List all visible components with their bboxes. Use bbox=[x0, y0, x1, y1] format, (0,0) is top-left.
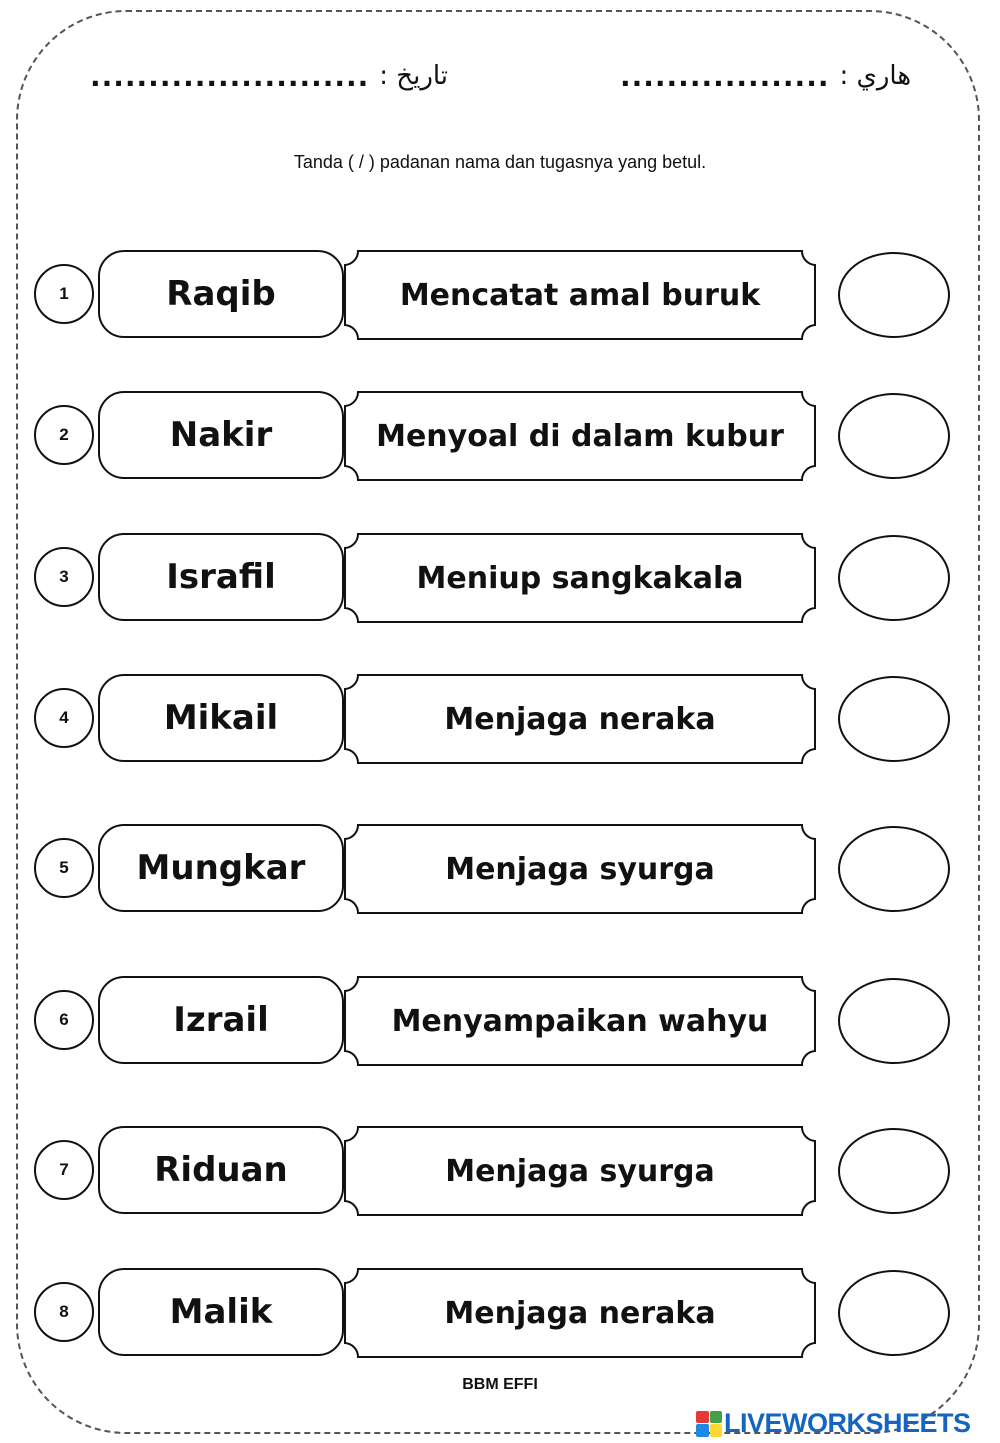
angel-name-box: Nakir bbox=[98, 391, 344, 479]
angel-name-box: Riduan bbox=[98, 1126, 344, 1214]
task-box bbox=[344, 1268, 816, 1358]
footer-credit: BBM EFFI bbox=[462, 1376, 538, 1393]
row-number-badge: 8 bbox=[34, 1282, 94, 1342]
brand-name: LIVEWORKSHEETS bbox=[724, 1408, 971, 1438]
angel-name-box: Mungkar bbox=[98, 824, 344, 912]
answer-check-circle[interactable] bbox=[838, 393, 950, 479]
match-row bbox=[0, 385, 1000, 485]
task-text: Menjaga neraka bbox=[444, 1295, 716, 1331]
row-number-badge: 3 bbox=[34, 547, 94, 607]
task-text: Mencatat amal buruk bbox=[399, 277, 761, 313]
logo-tile-yellow bbox=[710, 1424, 723, 1437]
match-row bbox=[0, 527, 1000, 627]
row-number-badge: 4 bbox=[34, 688, 94, 748]
angel-name-box: Izrail bbox=[98, 976, 344, 1064]
answer-check-circle[interactable] bbox=[838, 676, 950, 762]
answer-check-circle[interactable] bbox=[838, 1270, 950, 1356]
task-text: Menjaga syurga bbox=[445, 1153, 715, 1189]
task-text: Menyampaikan wahyu bbox=[391, 1003, 769, 1039]
task-text: Meniup sangkakala bbox=[416, 560, 744, 596]
task-text: Menyoal di dalam kubur bbox=[376, 418, 784, 454]
answer-check-circle[interactable] bbox=[838, 826, 950, 912]
task-box bbox=[344, 1126, 816, 1216]
liveworksheets-brand bbox=[696, 1408, 971, 1439]
logo-tile-blue bbox=[696, 1424, 709, 1437]
day-label: هاري : bbox=[839, 61, 912, 91]
row-number-badge: 1 bbox=[34, 264, 94, 324]
match-row bbox=[0, 818, 1000, 918]
day-blank: .................. bbox=[620, 59, 830, 93]
task-box bbox=[344, 391, 816, 481]
match-row bbox=[0, 970, 1000, 1070]
angel-name-box: Raqib bbox=[98, 250, 344, 338]
day-field bbox=[620, 52, 911, 100]
match-row bbox=[0, 668, 1000, 768]
row-number-badge: 5 bbox=[34, 838, 94, 898]
date-blank: ........................ bbox=[90, 59, 370, 93]
match-row bbox=[0, 1120, 1000, 1220]
date-label: تاريخ : bbox=[379, 61, 449, 91]
row-number-badge: 7 bbox=[34, 1140, 94, 1200]
match-row bbox=[0, 244, 1000, 344]
task-box bbox=[344, 533, 816, 623]
angel-name-box: Israfil bbox=[98, 533, 344, 621]
answer-check-circle[interactable] bbox=[838, 1128, 950, 1214]
task-box bbox=[344, 674, 816, 764]
task-box bbox=[344, 824, 816, 914]
answer-check-circle[interactable] bbox=[838, 978, 950, 1064]
match-row bbox=[0, 1262, 1000, 1362]
task-box bbox=[344, 976, 816, 1066]
date-field bbox=[90, 52, 448, 100]
logo-tile-green bbox=[710, 1411, 723, 1424]
row-number-badge: 2 bbox=[34, 405, 94, 465]
angel-name-box: Malik bbox=[98, 1268, 344, 1356]
task-box bbox=[344, 250, 816, 340]
instruction-text: Tanda ( / ) padanan nama dan tugasnya yang betul. bbox=[293, 152, 707, 172]
liveworksheets-logo-icon bbox=[696, 1411, 722, 1437]
answer-check-circle[interactable] bbox=[838, 535, 950, 621]
row-number-badge: 6 bbox=[34, 990, 94, 1050]
angel-name-box: Mikail bbox=[98, 674, 344, 762]
logo-tile-red bbox=[696, 1411, 709, 1424]
task-text: Menjaga neraka bbox=[444, 701, 716, 737]
answer-check-circle[interactable] bbox=[838, 252, 950, 338]
task-text: Menjaga syurga bbox=[445, 851, 715, 887]
